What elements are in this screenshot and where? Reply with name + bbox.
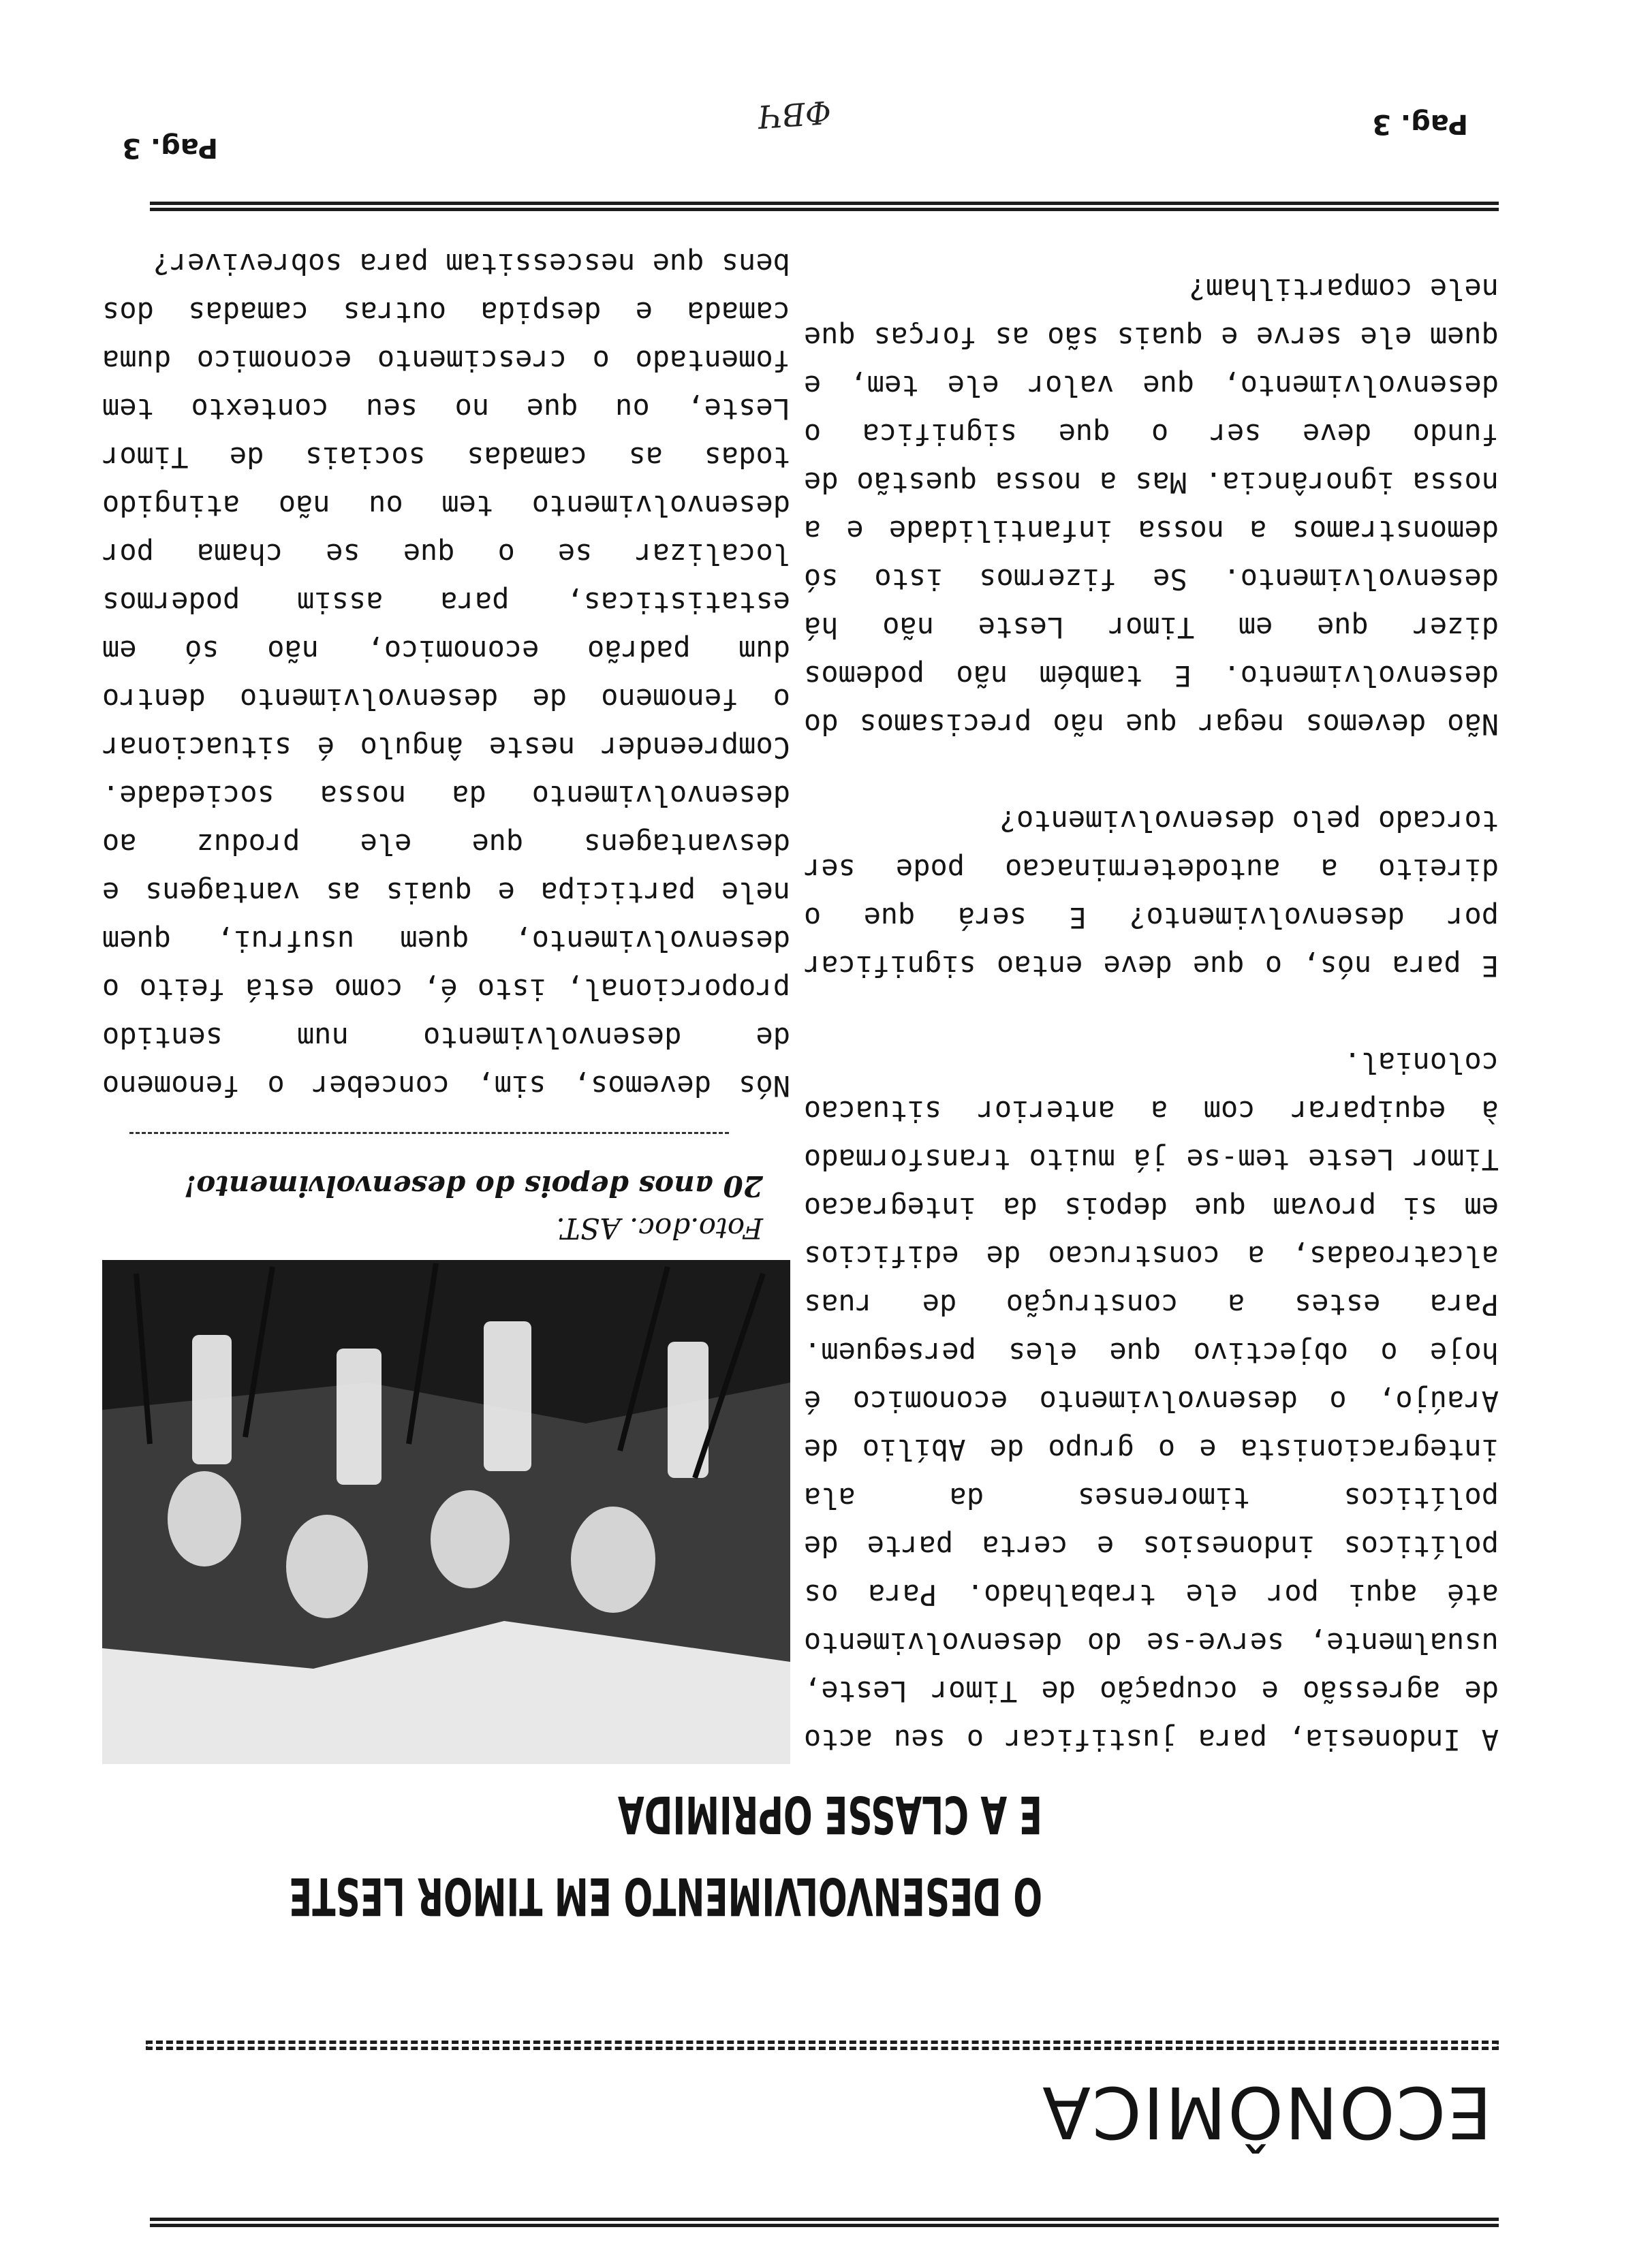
photo-credit: Foto.doc. AST. — [556, 1212, 763, 1245]
headline-line-1: O DESENVOLVIMENTO EM TIMOR LESTE — [289, 1866, 1042, 1927]
article-photo — [102, 1260, 790, 1764]
photo-caption: 20 anos depois do desenvolvimento! — [183, 1169, 763, 1203]
section-title: ECONÔMICA — [1040, 2070, 1492, 2154]
headline-line-2: E A CLASSE OPRIMIDA — [617, 1784, 1042, 1845]
paragraph: Não devemos negar que não precisamos do desenvolvimento. E também não podemos dizer que em Timor Leste não há desenvolvimento. Se fizermos isto só demonstramos a nossa infantilidade e a nossa ignorância. Mas a nossa questão de fundo deve ser o que significa o desenvolvimento, que valor ele tem, e quem ele serve e quais são as forças que nele compartilham? — [804, 272, 1499, 741]
caption-dashed-rule — [129, 1132, 729, 1134]
page-number-right: Pag. 3 — [122, 132, 218, 163]
paragraph: E para nós, o que deve entao significar por desenvolvimento? E será que o direito a autodeterminacao pode ser torcado pelo desenvolvimento? — [804, 804, 1499, 983]
handwritten-stamp: ФВЧ — [756, 93, 832, 136]
paragraph: Nós devemos, sim, conceber o fenomeno de desenvolvimento num sentido proporcional, isto é, como está feito o desenvolvimento, quem usufrui, quem nele participa e quais as vantagens e desvantagens que ele produz ao desenvolvimento da nossa sociedade. Compreender neste ângulo é situacionar o fenomeno de desenvolvimento dentro dum padrão economico, não só em estatisticas, para assim podermos localizar se o que se chama por desenvolvimento tem ou não atingido todas as camadas sociais de Timor Leste, ou que no seu contexto tem fomentado o crescimento economico duma camada e despida outras camadas dos bens que nescessitam para sobreviver? — [102, 247, 790, 1103]
article-column-left — [804, 217, 1499, 1764]
section-dashed-rule — [146, 2041, 1499, 2050]
paragraph: A Indonesia, para justificar o seu acto de agressão e ocupação de Timor Leste, usualmente, serve-se do desenvolvimento até aqui por ele trabalhado. Para os políticos indonesios e certa parte de políticos timorenses da ala integracionista e o grupo de Abílio de Araújo, o desenvolvimento economico é hoje o objectivo que eles perseguem. Para estes a construção de ruas alcatroadas, a construcao de edificios em si provam que depois da integracao Timor Leste tem-se já muito transformado à equiparar com a anterior situacao colonial. — [804, 1046, 1499, 1757]
top-double-rule — [150, 2218, 1499, 2227]
bottom-double-rule — [150, 202, 1499, 211]
article-column-right — [102, 191, 790, 1110]
photo-image — [102, 1260, 790, 1764]
page-number-left: Pag. 3 — [1372, 108, 1468, 140]
